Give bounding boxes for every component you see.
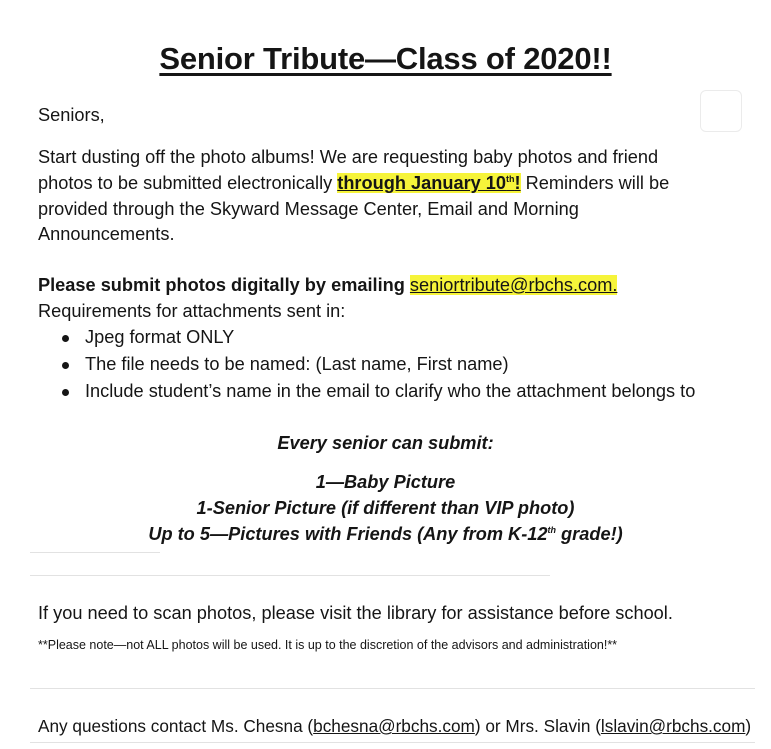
deadline-text: through January 10 [337, 173, 507, 193]
every-senior-heading: Every senior can submit: [277, 433, 494, 453]
deadline-highlight [337, 173, 520, 193]
discretion-note: **Please note—not ALL photos will be used. It is up to the discretion of the advisors and administration!** [38, 638, 618, 652]
slavin-email-link[interactable]: lslavin@rbchs.com [600, 716, 746, 736]
bleed-through-line [30, 742, 755, 743]
deadline-bang: ! [514, 173, 521, 193]
bleed-through-line [30, 688, 755, 689]
bleed-through-mark [700, 90, 742, 132]
contact-mid: ) or Mrs. Slavin ( [474, 716, 601, 736]
page-title: Senior Tribute—Class of 2020!! [159, 41, 612, 76]
allowance-friends-ordinal: th [547, 524, 556, 535]
intro-line-2 [38, 170, 669, 196]
intro-line-4: Announcements. [38, 224, 175, 244]
submit-instruction [38, 272, 617, 298]
contact-line [38, 713, 751, 739]
deadline-ordinal: th [506, 173, 515, 184]
intro-line-1: Start dusting off the photo albums! We are requesting baby photos and friend [38, 147, 659, 167]
contact-post: ) [745, 716, 752, 736]
requirement-item: Jpeg format ONLY [38, 324, 695, 351]
greeting: Seniors, [38, 105, 105, 125]
requirement-item: Include student’s name in the email to clarify who the attachment belongs to [38, 378, 695, 405]
allowance-senior: 1-Senior Picture (if different than VIP photo) [196, 498, 575, 518]
bleed-through-line [30, 575, 550, 576]
allowance-friends-pre: Up to 5—Pictures with Friends (Any from K-12 [148, 524, 548, 544]
allowance-baby: 1—Baby Picture [315, 472, 456, 492]
requirements-heading: Requirements for attachments sent in: [38, 301, 346, 321]
submission-email-link[interactable]: seniortribute@rbchs.com. [409, 275, 618, 295]
intro-line-2-post: Reminders will be [520, 173, 670, 193]
requirement-item: The file needs to be named: (Last name, First name) [38, 351, 695, 378]
requirements-list [38, 324, 695, 405]
allowance-friends [0, 521, 771, 547]
allowance-friends-post: grade!) [555, 524, 623, 544]
chesna-email-link[interactable]: bchesna@rbchs.com [313, 716, 475, 736]
contact-pre: Any questions contact Ms. Chesna ( [38, 716, 314, 736]
bleed-through-line [30, 552, 160, 553]
scan-note: If you need to scan photos, please visit the library for assistance before school. [38, 603, 673, 623]
intro-line-3: provided through the Skyward Message Center, Email and Morning [38, 199, 579, 219]
submit-lead: Please submit photos digitally by emailing [38, 275, 410, 295]
intro-line-2-pre: photos to be submitted electronically [38, 173, 338, 193]
